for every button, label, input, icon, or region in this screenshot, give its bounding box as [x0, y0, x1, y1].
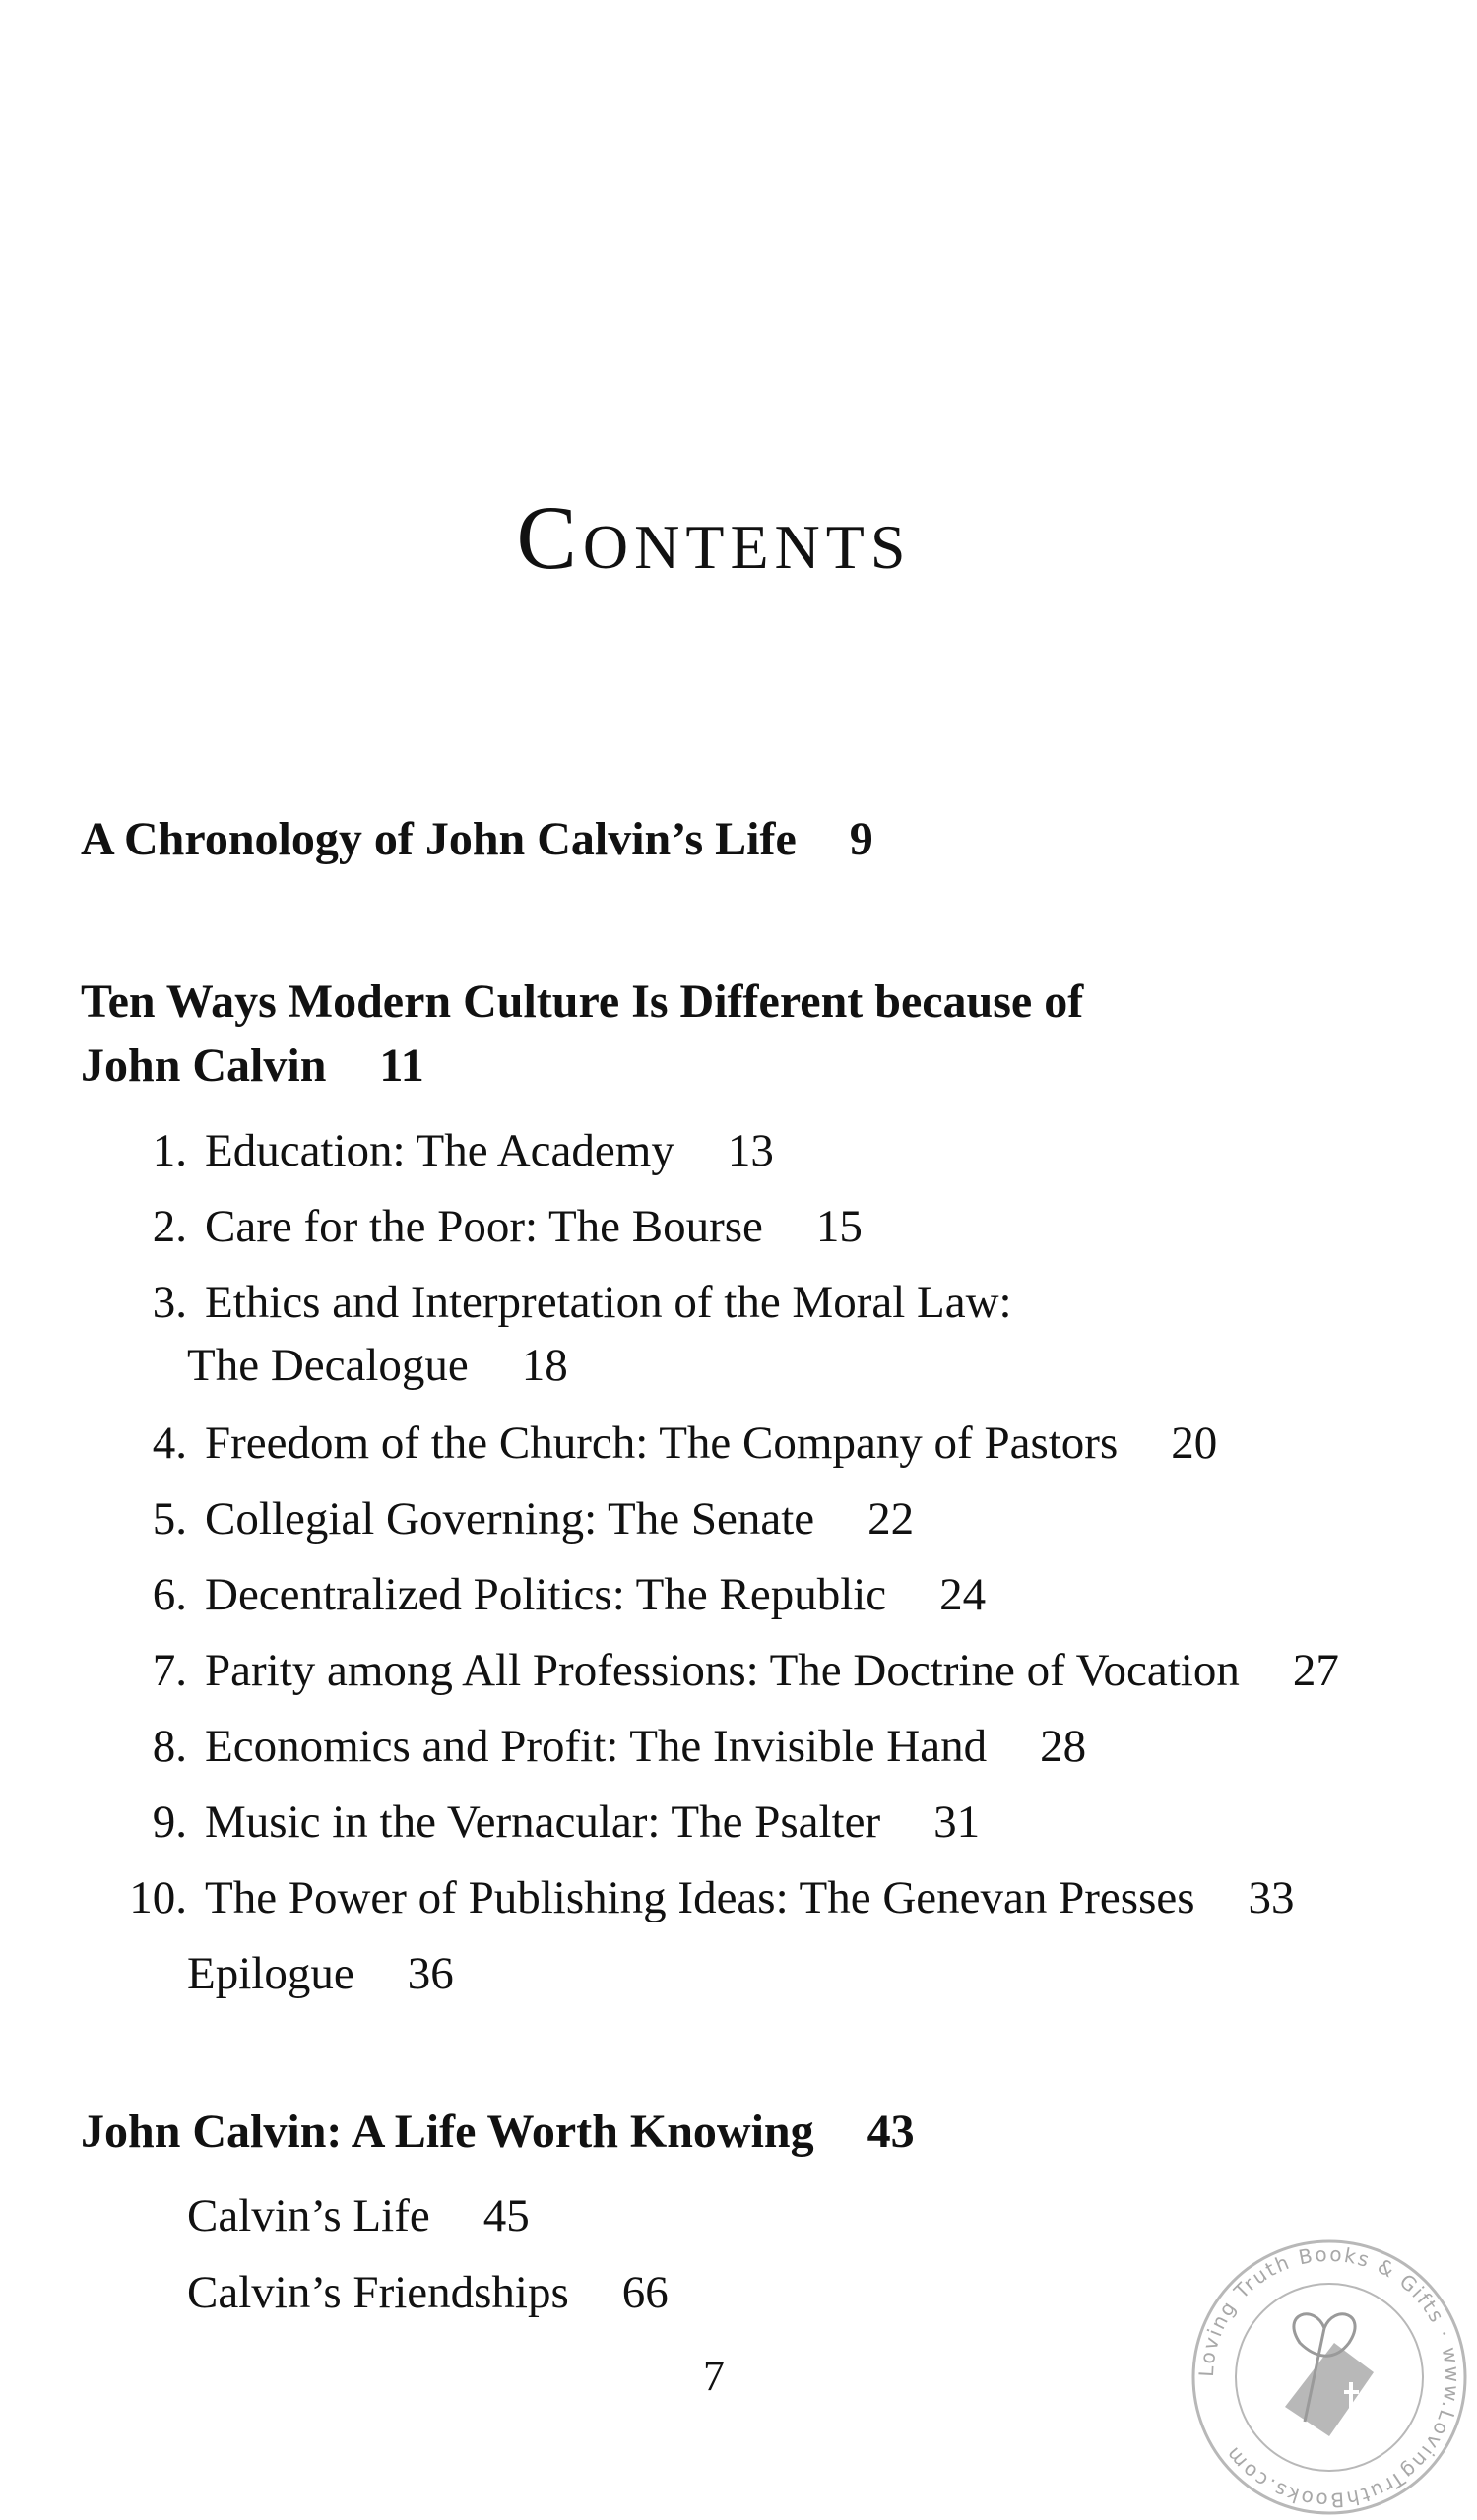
entry-page-number: 36	[407, 1948, 454, 1999]
page-number: 7	[703, 2352, 725, 2400]
entry-title: Care for the Poor: The Bourse	[205, 1201, 763, 1252]
section-chronology	[81, 807, 873, 872]
section-page-number: 11	[379, 1040, 424, 1092]
section-life-worth-knowing	[81, 2100, 915, 2165]
entry-page-number: 20	[1171, 1418, 1218, 1469]
svg-text:Loving Truth Books & Gifts · w: Loving Truth Books & Gifts · www.LovingTruthBooks.com	[1193, 2241, 1465, 2513]
entry-page-number: 22	[867, 1493, 915, 1544]
toc-subentry	[187, 2183, 530, 2248]
toc-entry	[116, 1411, 1217, 1476]
toc-entry	[116, 1865, 1295, 1930]
entry-number: 4.	[152, 1418, 187, 1469]
entry-number: 3.	[152, 1277, 187, 1328]
toc-entry	[116, 1790, 980, 1855]
entry-title: Decentralized Politics: The Republic	[205, 1569, 887, 1620]
toc-epilogue	[187, 1941, 454, 2006]
entry-title: Calvin’s Friendships	[187, 2267, 569, 2318]
entry-number: 8.	[152, 1721, 187, 1772]
section-title-text: John Calvin	[81, 1040, 327, 1092]
entry-page-number: 15	[815, 1201, 863, 1252]
page-title: Contents	[516, 487, 912, 588]
entry-number: 10.	[129, 1872, 187, 1923]
entry-title-continued: The Decalogue	[187, 1340, 469, 1391]
entry-page-number: 28	[1040, 1721, 1087, 1772]
entry-page-number: 27	[1292, 1645, 1339, 1696]
toc-entry	[116, 1194, 863, 1259]
section-page-number: 43	[867, 2106, 915, 2158]
toc-entry	[116, 1486, 914, 1551]
entry-page-number: 45	[482, 2190, 530, 2241]
entry-page-number: 13	[727, 1125, 774, 1176]
entry-number: 1.	[152, 1125, 187, 1176]
watermark-stamp-icon	[1187, 2235, 1472, 2520]
entry-title: Economics and Profit: The Invisible Hand	[205, 1721, 988, 1772]
toc-entry	[116, 1270, 1012, 1335]
entry-number: 2.	[152, 1201, 187, 1252]
entry-title: Calvin’s Life	[187, 2190, 430, 2241]
toc-entry	[116, 1714, 1086, 1779]
section-ten-ways-line1	[81, 970, 1083, 1035]
entry-title: Parity among All Professions: The Doctrine of Vocation	[205, 1645, 1240, 1696]
entry-page-number: 31	[933, 1796, 981, 1848]
section-page-number: 9	[849, 813, 873, 865]
toc-entry	[116, 1562, 986, 1627]
entry-number: 7.	[152, 1645, 187, 1696]
section-ten-ways-line2	[81, 1034, 424, 1099]
toc-entry-continuation	[187, 1333, 568, 1398]
entry-number: 5.	[152, 1493, 187, 1544]
entry-title: Epilogue	[187, 1948, 354, 1999]
toc-entry	[116, 1638, 1339, 1703]
entry-title: Freedom of the Church: The Company of Pastors	[205, 1418, 1119, 1469]
entry-title: The Power of Publishing Ideas: The Genevan Presses	[205, 1872, 1195, 1923]
section-title-text: Ten Ways Modern Culture Is Different because of	[81, 976, 1084, 1028]
entry-page-number: 33	[1248, 1872, 1295, 1923]
entry-page-number: 18	[521, 1340, 568, 1391]
entry-title: Collegial Governing: The Senate	[205, 1493, 815, 1544]
toc-entry	[116, 1118, 774, 1183]
entry-number: 9.	[152, 1796, 187, 1848]
section-title-text: John Calvin: A Life Worth Knowing	[81, 2106, 814, 2158]
entry-title: Education: The Academy	[205, 1125, 674, 1176]
entry-page-number: 66	[621, 2267, 669, 2318]
section-title-text: A Chronology of John Calvin’s Life	[81, 813, 797, 865]
entry-title: Music in the Vernacular: The Psalter	[205, 1796, 881, 1848]
entry-title: Ethics and Interpretation of the Moral Law:	[205, 1277, 1012, 1328]
entry-page-number: 24	[939, 1569, 987, 1620]
toc-subentry	[187, 2260, 669, 2325]
entry-number: 6.	[152, 1569, 187, 1620]
